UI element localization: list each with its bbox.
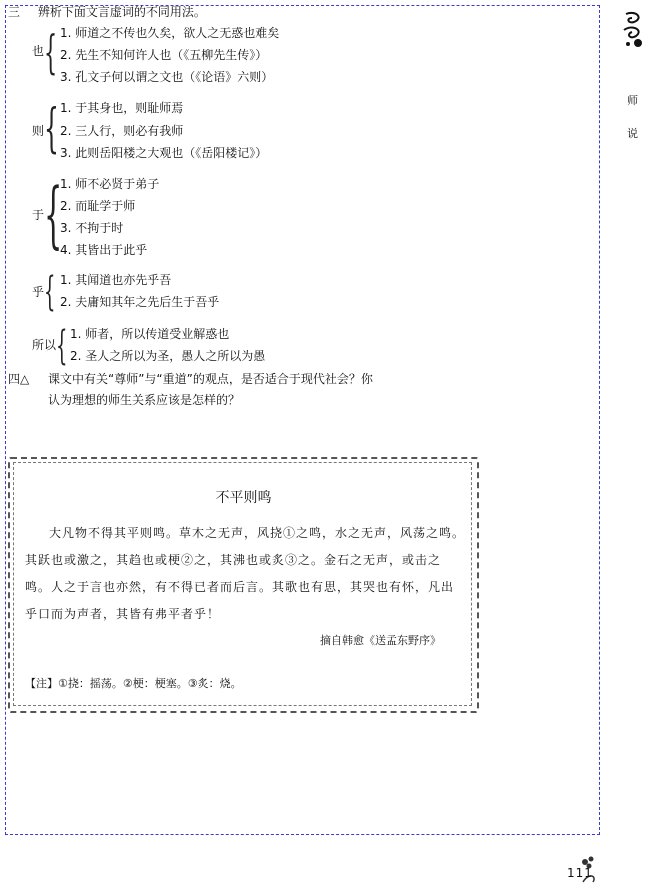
group-word-suoyi: 所以	[32, 338, 57, 352]
sidebar-char-shi: 师	[627, 94, 638, 107]
brace-hu: {	[44, 269, 56, 315]
reading-text: 大凡物不得其平则鸣。草木之无声，风挠①之鸣，水之无声，风荡之鸣。其跃也或激之，其趋也或梗②之，其沸也或炙③之。金石之无声，或击之鸣。人之于言也亦然，有不得已者而后言。其歌也有思，其哭也有怀，凡出乎口而为声者，其皆有弗平者乎！	[25, 526, 466, 621]
item-ze-3: 3. 此则岳阳楼之大观也（《岳阳楼记》）	[60, 146, 268, 160]
brace-yu: {	[44, 172, 63, 256]
group-word-hu: 乎	[32, 285, 45, 299]
section4-line2: 认为理想的师生关系应该是怎样的？	[48, 393, 241, 407]
brace-ze: {	[44, 99, 59, 159]
item-yu-4: 4. 其皆出于此乎	[60, 243, 148, 257]
group-word-ze: 则	[32, 124, 45, 138]
brace-ye: {	[44, 25, 58, 79]
reading-title: 不平则鸣	[215, 490, 272, 506]
item-yu-1: 1. 师不必贤于弟子	[60, 177, 160, 191]
sidebar-char-shuo: 说	[627, 127, 638, 140]
item-suoyi-1: 1. 师者，所以传道受业解惑也	[70, 327, 230, 341]
reading-paragraph	[25, 520, 465, 628]
section3-title: 辨析下面文言虚词的不同用法。	[37, 5, 206, 19]
item-hu-2: 2. 夫庸知其年之先后生于吾乎	[60, 295, 220, 309]
decorative-swirl-icon	[620, 10, 646, 50]
item-yu-3: 3. 不拘于时	[60, 221, 124, 235]
item-suoyi-2: 2. 圣人之所以为圣，愚人之所以为愚	[70, 349, 266, 363]
reading-source: 摘自韩愈《送孟东野序》	[320, 634, 441, 647]
item-yu-2: 2. 而耻学于师	[60, 199, 136, 213]
reading-note: 【注】①挠：摇荡。②梗：梗塞。③炙：烧。	[25, 677, 242, 690]
group-word-ye: 也	[32, 44, 45, 58]
section4-line1: 课文中有关“尊师”与“重道”的观点，是否适合于现代社会？你	[48, 372, 373, 386]
item-ze-1: 1. 于其身也，则耻师焉	[60, 101, 184, 115]
section3-heading	[8, 5, 206, 19]
section3-number: 三	[8, 5, 21, 19]
brace-suoyi: {	[56, 323, 68, 369]
section4-number: 四△	[8, 372, 30, 386]
page-number: 111	[567, 866, 593, 880]
item-ze-2: 2. 三人行，则必有我师	[60, 124, 184, 138]
item-ye-1: 1. 师道之不传也久矣，欲人之无惑也难矣	[60, 26, 280, 40]
item-hu-1: 1. 其闻道也亦先乎吾	[60, 273, 172, 287]
item-ye-3: 3. 孔文子何以谓之文也（《论语》六则）	[60, 70, 274, 84]
item-ye-2: 2. 先生不知何许人也（《五柳先生传》）	[60, 48, 268, 62]
group-word-yu: 于	[32, 208, 45, 222]
